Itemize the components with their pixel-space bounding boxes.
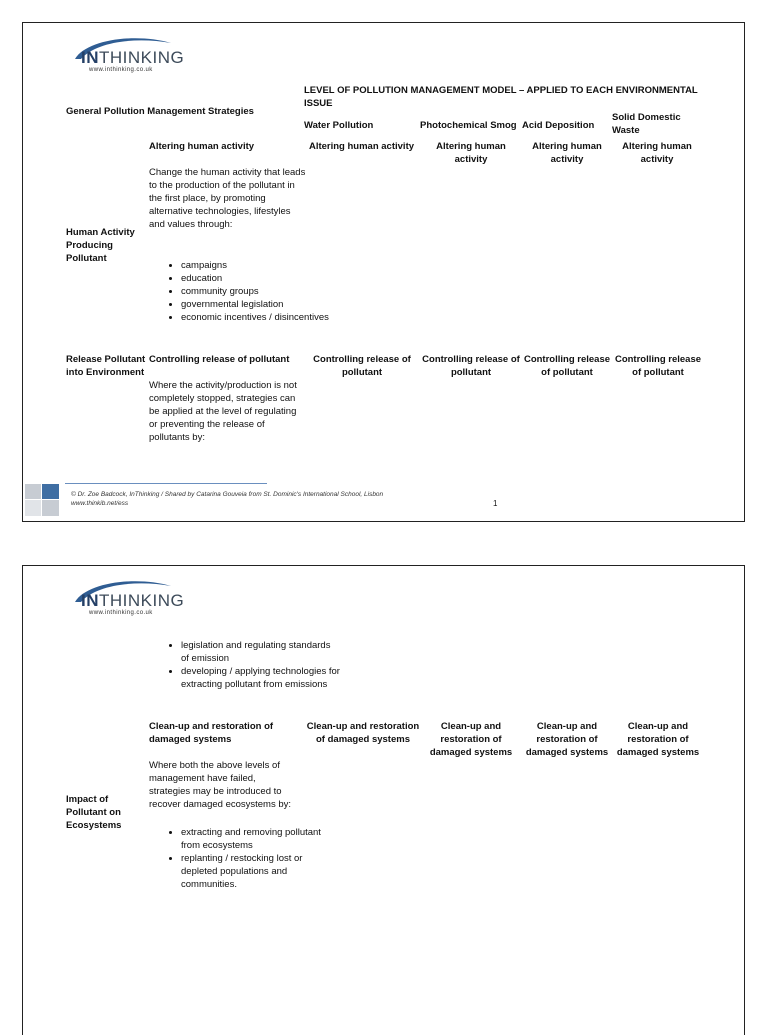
document-page-2 xyxy=(22,565,745,1035)
footer-decor-square xyxy=(42,484,59,499)
model-title: LEVEL OF POLLUTION MANAGEMENT MODEL – APPLIED TO EACH ENVIRONMENTAL ISSUE xyxy=(304,85,698,109)
row3-strategy-title: Clean-up and restoration of damaged systems xyxy=(149,721,274,745)
row2-cell-acid: Controlling release of pollutant xyxy=(523,354,611,378)
row2-cell-waste: Controlling release of pollutant xyxy=(614,354,702,378)
row3-bullet-list xyxy=(149,826,341,891)
list-item: • community groups xyxy=(181,285,341,298)
footer-decor-square xyxy=(25,500,41,516)
list-item: • developing / applying technologies for extracting pollutant from emissions xyxy=(181,665,341,691)
logo-wordmark: INTHINKING xyxy=(81,591,185,610)
row1-cell-waste: Altering human activity xyxy=(622,141,692,165)
row3-label: Impact of Pollutant on Ecosystems xyxy=(66,794,122,831)
logo-url: www.inthinking.co.uk xyxy=(89,610,153,616)
inthinking-logo xyxy=(67,35,185,79)
row2-cell-smog: Controlling release of pollutant xyxy=(422,354,520,378)
row3-cell-acid: Clean-up and restoration of damaged systems xyxy=(525,721,609,758)
list-item: • extracting and removing pollutant from ecosystems xyxy=(181,826,341,852)
row2-cell-water: Controlling release of pollutant xyxy=(313,354,411,378)
inthinking-logo xyxy=(67,578,185,622)
row1-cell-smog: Altering human activity xyxy=(436,141,506,165)
row3-cell-water: Clean-up and restoration of damaged systems xyxy=(306,721,420,745)
row2-description: Where the activity/production is not completely stopped, strategies can be applied at the level of regulating or preventing the release of pollutants by: xyxy=(149,380,297,443)
row1-strategy-title: Altering human activity xyxy=(149,141,255,152)
row2-label: Release Pollutant into Environment xyxy=(66,354,146,378)
list-item: • education xyxy=(181,272,341,285)
row1-bullet-list xyxy=(149,259,341,324)
footer-credit-line: © Dr. Zoe Badcock, InThinking / Shared by Catarina Gouveia from St. Dominic's International School, Lisbon xyxy=(71,491,384,498)
row3-cell-waste: Clean-up and restoration of damaged systems xyxy=(616,721,700,758)
list-item: • governmental legislation xyxy=(181,298,341,311)
issue-header-acid: Acid Deposition xyxy=(522,120,595,131)
continued-bullet-list xyxy=(149,639,341,691)
issue-header-water: Water Pollution xyxy=(304,120,374,131)
footer-divider xyxy=(65,483,267,484)
row3-cell-smog: Clean-up and restoration of damaged systems xyxy=(429,721,513,758)
document-page-1 xyxy=(22,22,745,522)
logo-url: www.inthinking.co.uk xyxy=(89,67,153,73)
logo-wordmark: INTHINKING xyxy=(81,48,185,67)
general-strategies-header: General Pollution Management Strategies xyxy=(66,106,254,117)
footer-credit xyxy=(71,490,383,508)
row1-cell-water: Altering human activity xyxy=(308,141,415,152)
footer-url: www.thinkib.net/ess xyxy=(71,500,129,507)
row2-strategy-title: Controlling release of pollutant xyxy=(149,354,290,365)
row1-description: Change the human activity that leads to the production of the pollutant in the first place, by promoting alternative technologies, lifestyles and values through: xyxy=(149,167,306,230)
footer-decor-square xyxy=(42,500,59,516)
list-item: • campaigns xyxy=(181,259,341,272)
row1-label: Human Activity Producing Pollutant xyxy=(66,227,135,264)
list-item: • legislation and regulating standards of emission xyxy=(181,639,341,665)
row1-cell-acid: Altering human activity xyxy=(532,141,602,165)
list-item: • replanting / restocking lost or depleted populations and communities. xyxy=(181,852,341,891)
issue-header-waste: Solid Domestic Waste xyxy=(612,112,681,136)
footer-decor-square xyxy=(25,484,41,499)
row3-description: Where both the above levels of management have failed, strategies may be introduced to recover damaged ecosystems by: xyxy=(149,760,292,810)
page-number: 1 xyxy=(493,499,498,508)
list-item: • economic incentives / disincentives xyxy=(181,311,341,324)
issue-header-smog: Photochemical Smog xyxy=(420,120,517,131)
